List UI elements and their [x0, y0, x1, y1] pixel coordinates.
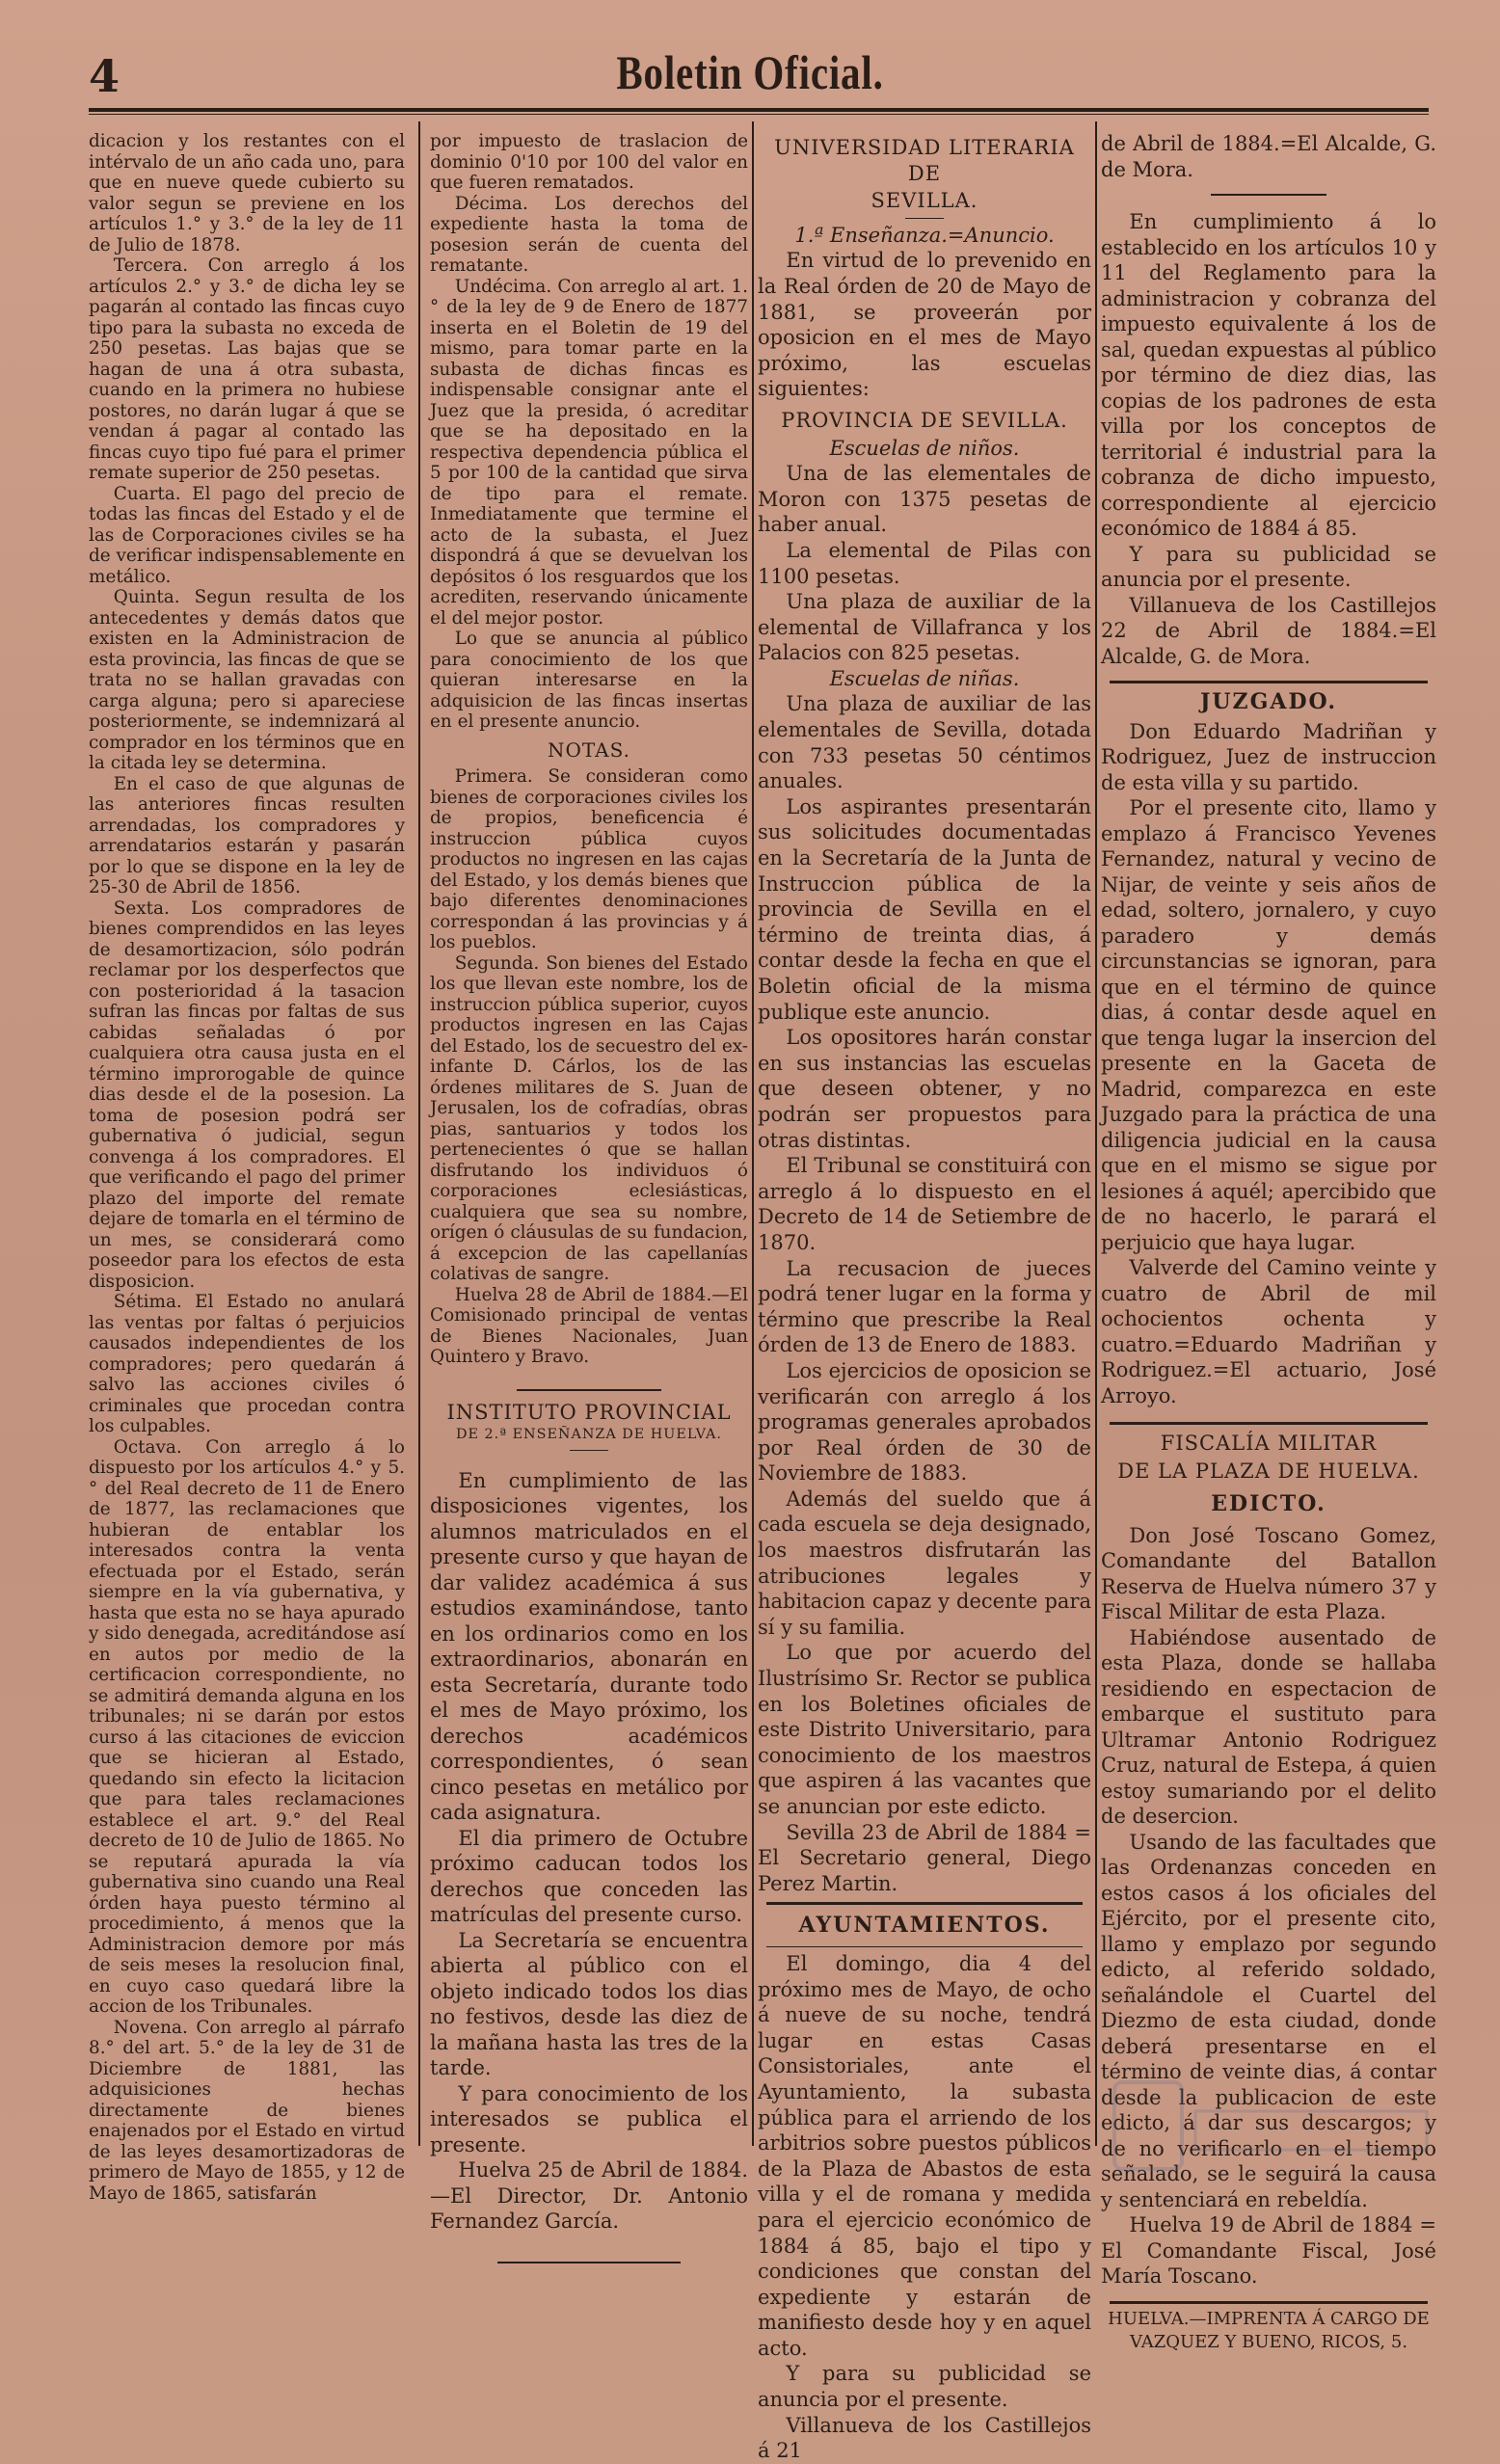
- ninos-heading: Escuelas de niños.: [829, 436, 1020, 460]
- paragraph: En virtud de lo prevenido en la Real órden de 20 de Mayo de 1881, se proveerán por oposicion en el mes de Mayo próximo, las escuelas siguientes:: [758, 249, 1091, 401]
- universidad-subheading: 1.ª Enseñanza.=Anuncio.: [794, 223, 1055, 247]
- paragraph: Y para su publicidad se anuncia por el presente.: [758, 2362, 1091, 2412]
- paragraph: Además del sueldo que á cada escuela se deja designado, los maestros disfrutarán las atribuciones legales y habitacion capaz y decente para sí y su familia.: [758, 1486, 1091, 1639]
- paragraph: Segunda. Son bienes del Estado los que llevan este nombre, los de instruccion pública superior, cuyos productos ingresen en las Cajas del Estado, los de secuestro del ex-infante D. Cárlos, los de las órdenes militares de S. Juan de Jerusalen, los de cofradías, obras pias, santuarios y todos los pertenecientes ó que se hallan disfrutando los individuos ó corporaciones eclesiásticas, cualquiera que sea su nombre, orígen ó cláusulas de su fundacion, á excepcion de las capellanías colativas de sangre.: [430, 952, 748, 1284]
- paragraph: Undécima. Con arreglo al art. 1.° de la ley de 9 de Enero de 1877 inserta en el Boletin de 19 del mismo, para tomar parte en la subasta de dichas fincas es indispensable consignar ante el Juez que la presida, ó acreditar que se ha depositado en la respectiva dependencia pública el 5 por 100 de la cantidad que sirva de tipo para el remate. Inmediatamente que termine el acto de la subasta, el Juez dispondrá á que se devuelvan los depósitos ó los resguardos que los acrediten, reservando únicamente el del mejor postor.: [430, 276, 748, 629]
- header-rule-thin: [89, 114, 1429, 115]
- ayuntamientos-heading: AYUNTAMIENTOS.: [798, 1913, 1051, 1939]
- signature: Sevilla 23 de Abril de 1884 = El Secretario general, Diego Perez Martin.: [758, 1820, 1091, 1895]
- paragraph: Novena. Con arreglo al párrafo 8.° del art. 5.° de la ley de 31 de Diciembre de 1881, las adquisiciones hechas directamente de bienes enajenados por el Estado en virtud de las leyes desamortizadoras de primero de Mayo de 1855, y 12 de Mayo de 1865, satisfarán: [89, 2017, 405, 2204]
- section-divider: [766, 1902, 1084, 1905]
- column-rule-1: [418, 121, 420, 2146]
- paragraph: Los opositores harán constar en sus instancias las escuelas que deseen obtener, y no podrán ser propuestos para otras distintas.: [758, 1026, 1091, 1152]
- paragraph: dicacion y los restantes con el intérvalo de un año cada uno, para que en nueve quede cubierto su valor segun se previene en los artículos 1.° y 3.° de la ley de 11 de Julio de 1878.: [89, 131, 405, 255]
- list-item: Una plaza de auxiliar de la elemental de Villafranca y los Palacios con 825 pesetas.: [758, 590, 1091, 665]
- list-item: Una de las elementales de Moron con 1375 pesetas de haber anual.: [758, 462, 1091, 537]
- paragraph: Y para su publicidad se anuncia por el presente.: [1101, 542, 1436, 591]
- column-3: [758, 131, 1091, 2463]
- paragraph: Villanueva de los Castillejos á 21: [758, 2413, 1091, 2463]
- paragraph: Octava. Con arreglo á lo dispuesto por los artículos 4.° y 5.° del Real decreto de 11 de Enero de 1877, las reclamaciones que hubieran de entablar los interesados contra la venta efectuada por el Estado, serán siempre en la vía gubernativa, y hasta que esta no se haya apurado y sido denegada, acreditándose así en autos por medio de la certificacion correspondiente, no se admitirá demanda alguna en los tribunales; ni se darán por estos curso á las citaciones de eviccion que se hicieran al Estado, quedando sin efecto la licitacion que para tales reclamaciones establece el art. 9.° del Real decreto de 10 de Julio de 1865. No se reputará apurada la vía gubernativa sino cuando una Real órden haya puesto término al procedimiento, á menos que la Administracion demore por más de seis meses la resolucion final, en cuyo caso quedará libre la accion de los Tribunales.: [89, 1436, 405, 2017]
- masthead-title: Boletin Oficial.: [616, 45, 884, 99]
- provincia-heading: PROVINCIA DE SEVILLA.: [781, 408, 1068, 432]
- section-divider: [497, 2262, 681, 2263]
- ornament-divider: [905, 218, 944, 219]
- imprint-line-1: HUELVA.—IMPRENTA Á CARGO DE: [1108, 2308, 1430, 2329]
- signature: Valverde del Camino veinte y cuatro de Abril de mil ochocientos ochenta y cuatro.=Eduardo Madriñan y Rodriguez.=El actuario, José Arroyo.: [1101, 1256, 1436, 1407]
- section-divider: [1110, 681, 1429, 683]
- section-divider: [1110, 2301, 1429, 2304]
- paragraph: por impuesto de traslacion de dominio 0'10 por 100 del valor en que fueren rematados.: [430, 131, 748, 193]
- edicto-heading: EDICTO.: [1211, 1491, 1326, 1516]
- section-divider: [1110, 1422, 1429, 1425]
- signature: Huelva 28 de Abril de 1884.—El Comisionado principal de ventas de Bienes Nacionales, Juan Quintero y Bravo.: [430, 1284, 748, 1367]
- section-divider-thin: [766, 1946, 1084, 1947]
- paragraph: Habiéndose ausentado de esta Plaza, donde se hallaba residiendo en espectacion de embarque el sustituto para Ultramar Antonio Rodriguez Cruz, natural de Estepa, á quien estoy sumariando por el delito de desercion.: [1101, 1625, 1436, 1828]
- fiscalia-heading: FISCALÍA MILITAR: [1160, 1432, 1378, 1455]
- paragraph: Quinta. Segun resulta de los antecedentes y demás datos que existen en la Administracion de esta provincia, las fincas de que se trata no se hallan gravadas con carga alguna; pero si apareciese posteriormente, se indemnizará al comprador en los términos que en la citada ley se determina.: [89, 587, 405, 773]
- paragraph: En cumplimiento á lo establecido en los artículos 10 y 11 del Reglamento para la administracion y cobranza del impuesto equivalente á los de sal, quedan expuestas al público por término de diez dias, las copias de los padrones de esta villa por los conceptos de territorial é industrial para la cobranza de dicho impuesto, correspondiente al ejercicio económico de 1884 á 85.: [1101, 210, 1436, 540]
- juzgado-heading: JUZGADO.: [1199, 689, 1338, 714]
- paragraph: Lo que se anuncia al público para conocimiento de los que quieran interesarse en la adquisicion de las fincas insertas en el presente anuncio.: [430, 629, 748, 732]
- paragraph: La Secretaría se encuentra abierta al público con el objeto indicado todos los dias no festivos, desde las diez de la mañana hasta las tres de la tarde.: [430, 1928, 748, 2079]
- column-rule-2: [752, 121, 754, 2146]
- paragraph: Don José Toscano Gomez, Comandante del Batallon Reserva de Huelva número 37 y Fiscal Militar de esta Plaza.: [1101, 1523, 1436, 1623]
- signature: de Abril de 1884.=El Alcalde, G. de Mora.: [1101, 132, 1436, 181]
- paragraph: Y para conocimiento de los interesados se publica el presente.: [430, 2081, 748, 2156]
- paragraph: Lo que por acuerdo del Ilustrísimo Sr. Rector se publica en los Boletines oficiales de este Distrito Universitario, para conocimiento de los maestros que aspiren á las vacantes que se anuncian por este edicto.: [758, 1641, 1091, 1818]
- ornament-divider: [570, 1450, 608, 1451]
- signature: Huelva 19 de Abril de 1884 = El Comandante Fiscal, José María Toscano.: [1101, 2213, 1436, 2288]
- column-2: [430, 131, 748, 2233]
- paragraph: Cuarta. El pago del precio de todas las fincas del Estado y el de las de Corporaciones civiles se ha de verificar indispensablemente en metálico.: [89, 483, 405, 587]
- signature: Huelva 25 de Abril de 1884.—El Director, Dr. Antonio Fernandez García.: [430, 2158, 748, 2233]
- paragraph: Los ejercicios de oposicion se verificarán con arreglo á los programas generales aprobados por Real órden de 30 de Noviembre de 1883.: [758, 1358, 1091, 1486]
- library-stamp-icon: [1109, 2073, 1436, 2179]
- imprint-line-2: VAZQUEZ Y BUENO, RICOS, 5.: [1129, 2331, 1408, 2352]
- paragraph: Décima. Los derechos del expediente hasta la toma de posesion serán de cuenta del rematante.: [430, 193, 748, 276]
- signature: Villanueva de los Castillejos 22 de Abril de 1884.=El Alcalde, G. de Mora.: [1101, 593, 1436, 668]
- ninas-heading: Escuelas de niñas.: [829, 666, 1020, 690]
- paragraph: Sétima. El Estado no anulará las ventas por faltas ó perjuicios causados independientes de los compradores; pero quedarán á salvo las acciones civiles ó criminales que procedan contra los culpables.: [89, 1292, 405, 1436]
- column-rule-3: [1095, 121, 1097, 2146]
- paragraph: El domingo, dia 4 del próximo mes de Mayo, de ocho á nueve de su noche, tendrá lugar en estas Casas Consistoriales, ante el Ayuntamiento, la subasta pública para el arriendo de los arbitrios sobre puestos públicos de la Plaza de Abastos de esta villa y el de romana y medida para el ejercicio económico de 1884 á 85, bajo el tipo y condiciones que constan del expediente y estarán de manifiesto desde hoy y en aquel acto.: [758, 1951, 1091, 2360]
- instituto-subheading: DE 2.ª ENSEÑANZA DE HUELVA.: [456, 1427, 722, 1442]
- list-item: Una plaza de auxiliar de las elementales de Sevilla, dotada con 733 pesetas 50 céntimos anuales.: [758, 692, 1091, 793]
- paragraph: En cumplimiento de las disposiciones vigentes, los alumnos matriculados en el presente curso y que hayan de dar validez académica á sus estudios examinándose, tanto en los ordinarios como en los extraordinarios, abonarán en esta Secretaría, durante todo el mes de Mayo próximo, los derechos académicos correspondientes, ó sean cinco pesetas en metálico por cada asignatura.: [430, 1468, 748, 1824]
- header-rule: [89, 108, 1429, 112]
- instituto-heading: INSTITUTO PROVINCIAL: [446, 1400, 732, 1424]
- column-4: [1101, 131, 1436, 2352]
- section-divider: [1211, 194, 1326, 196]
- notas-heading: NOTAS.: [548, 737, 630, 762]
- section-divider: [517, 1389, 661, 1391]
- paragraph: Los aspirantes presentarán sus solicitudes documentadas en la Secretaría de la Junta de Instruccion pública de la provincia de Sevilla en el término de treinta dias, á contar desde la fecha en que el Boletin oficial de la misma publique este anuncio.: [758, 794, 1091, 1024]
- fiscalia-subheading: DE LA PLAZA DE HUELVA.: [1117, 1459, 1420, 1483]
- universidad-city: SEVILLA.: [871, 189, 978, 213]
- universidad-heading: UNIVERSIDAD LITERARIA DE: [774, 136, 1075, 185]
- list-item: La elemental de Pilas con 1100 pesetas.: [758, 538, 1091, 588]
- paragraph: Primera. Se consideran como bienes de corporaciones civiles los de propios, beneficencia é instruccion pública cuyos productos no ingresen en las cajas del Estado, y los demás bienes que bajo diferentes denominaciones correspondan á las provincias y á los pueblos.: [430, 766, 748, 952]
- paragraph: Por el presente cito, llamo y emplazo á Francisco Yevenes Fernandez, natural y vecino de Nijar, de veinte y seis años de edad, soltero, jornalero, y cuyo paradero y demás circunstancias se ignoran, para que en el término de quince dias, á contar desde aquel en que tenga lugar la insercion del presente en la Gaceta de Madrid, comparezca en este Juzgado para la práctica de una diligencia judicial en la causa que en el mismo se sigue por lesiones á aquél; apercibido que de no hacerlo, le parará el perjuicio que haya lugar.: [1101, 796, 1436, 1254]
- paragraph: Don Eduardo Madriñan y Rodriguez, Juez de instruccion de esta villa y su partido.: [1101, 719, 1436, 794]
- paragraph: En el caso de que algunas de las anteriores fincas resulten arrendadas, los compradores y arrendatarios estarán y pasarán por lo que se dispone en la ley de 25-30 de Abril de 1856.: [89, 773, 405, 897]
- paragraph: Tercera. Con arreglo á los artículos 2.° y 3.° de dicha ley se pagarán al contado las fincas cuyo tipo para la subasta no exceda de 250 pesetas. Las bajas que se hagan de una á otra subasta, cuando en la primera no hubiese postores, no darán lugar á que se vendan á pagar al contado las fincas cuyo tipo fué para el primer remate superior de 250 pesetas.: [89, 255, 405, 483]
- page-number: 4: [89, 50, 121, 102]
- paragraph: La recusacion de jueces podrá tener lugar en la forma y término que prescribe la Real órden de 13 de Enero de 1883.: [758, 1256, 1091, 1357]
- paragraph: Sexta. Los compradores de bienes comprendidos en las leyes de desamortizacion, sólo podrán reclamar por los desperfectos que con posterioridad á la tasacion sufran las fincas por faltas de sus cabidas señaladas ó por cualquiera otra causa justa en el término improrogable de quince dias desde el de la posesion. La toma de posesion podrá ser gubernativa ó judicial, segun convenga á los compradores. El que verificando el pago del primer plazo del importe del remate dejare de tomarla en el término de un mes, se considerará como poseedor para los efectos de esta disposicion.: [89, 897, 405, 1292]
- paragraph: Usando de las facultades que las Ordenanzas conceden en estos casos á los oficiales del Ejército, por el presente cito, llamo y emplazo por segundo edicto, al referido soldado, señalándole el Cuartel del Diezmo de esta ciudad, donde deberá presentarse en el término de veinte dias, á contar desde la publicacion de este edicto, á dar sus descargos; y de no verificarlo en el tiempo señalado, se le seguirá la causa y sentenciará en rebeldía.: [1101, 1830, 1436, 2211]
- column-1: [89, 131, 405, 2204]
- paragraph: El dia primero de Octubre próximo caducan todos los derechos que conceden las matrículas del presente curso.: [430, 1826, 748, 1926]
- paragraph: El Tribunal se constituirá con arreglo á lo dispuesto en el Decreto de 14 de Setiembre de 1870.: [758, 1154, 1091, 1254]
